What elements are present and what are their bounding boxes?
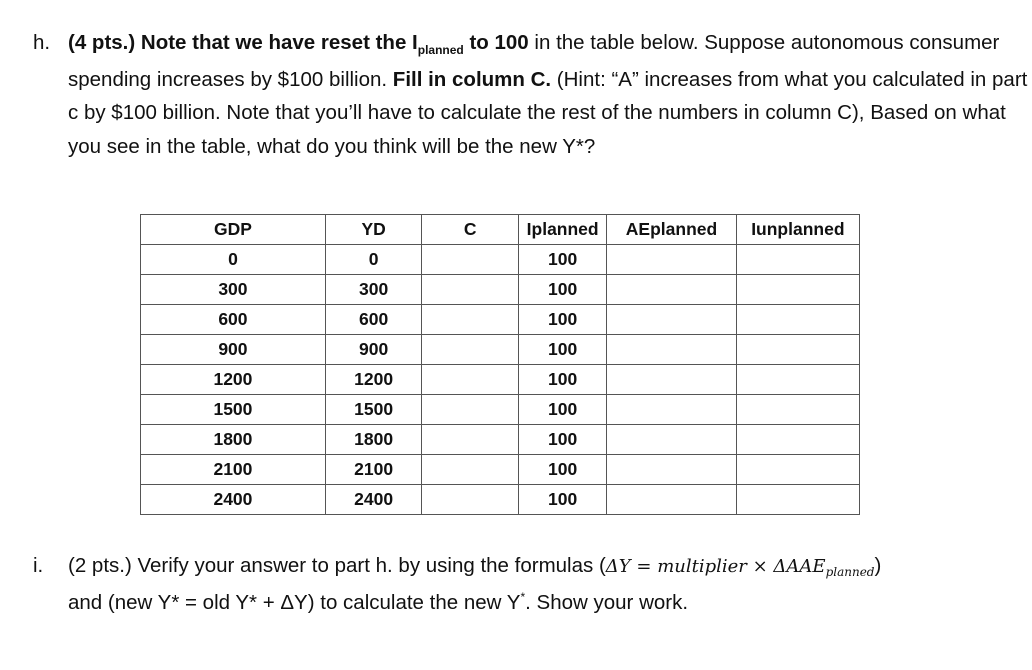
table-cell-gdp: 600 (141, 305, 326, 335)
question-h-text-2: (Hint: “A” increases from what you calculated in part c by $100 billion. Note that you’ll have to calculate the rest of the numbers in column C), Based on what you see in the table, what do you think will be the new Y*? (68, 67, 1028, 158)
table-row (141, 395, 860, 425)
table-cell-c (422, 455, 519, 485)
table-cell-yd: 1500 (325, 395, 422, 425)
table-cell-aeplanned (607, 365, 736, 395)
table-cell-gdp: 2100 (141, 455, 326, 485)
table-cell-gdp: 300 (141, 275, 326, 305)
question-h-text-1: in the table below. Suppose autonomous consumer spending increases by $100 billion. (68, 31, 1000, 91)
question-i-superscript: * (520, 589, 526, 604)
question-i-text-4: . Show your work. (525, 590, 689, 614)
table-cell-iunplanned (736, 455, 859, 485)
column-header-gdp: GDP (141, 215, 326, 245)
table-cell-iunplanned (736, 305, 859, 335)
table-cell-gdp: 0 (141, 245, 326, 275)
table-row (141, 425, 860, 455)
table-cell-aeplanned (607, 275, 736, 305)
table-cell-aeplanned (607, 485, 736, 515)
table-cell-aeplanned (607, 305, 736, 335)
table-cell-yd: 1800 (325, 425, 422, 455)
table-row (141, 455, 860, 485)
table-cell-iplanned: 100 (518, 245, 606, 275)
table-cell-iplanned: 100 (518, 305, 606, 335)
column-header-iunplanned: Iunplanned (736, 215, 859, 245)
table-cell-gdp: 1800 (141, 425, 326, 455)
table-cell-c (422, 395, 519, 425)
table-cell-iunplanned (736, 425, 859, 455)
column-header-c: C (422, 215, 519, 245)
table-cell-yd: 2400 (325, 485, 422, 515)
table-cell-yd: 300 (325, 275, 422, 305)
table-cell-yd: 600 (325, 305, 422, 335)
question-h-label: h. (33, 31, 51, 54)
table-cell-iunplanned (736, 395, 859, 425)
table-cell-iunplanned (736, 335, 859, 365)
question-h-points: (4 pts.) (68, 31, 136, 54)
table-row (141, 305, 860, 335)
question-h-bold-3: Fill in column C. (392, 67, 552, 91)
table-cell-aeplanned (607, 395, 736, 425)
table-cell-yd: 2100 (325, 455, 422, 485)
economics-table (140, 214, 860, 515)
table-cell-gdp: 900 (141, 335, 326, 365)
table-cell-iunplanned (736, 485, 859, 515)
question-h-text (68, 26, 1028, 163)
table-cell-iplanned: 100 (518, 395, 606, 425)
question-i-text-1: (2 pts.) Verify your answer to part h. by using the formulas ( (68, 554, 606, 577)
question-i (16, 549, 1028, 622)
table-row (141, 335, 860, 365)
table-cell-iunplanned (736, 275, 859, 305)
table-cell-iplanned: 100 (518, 275, 606, 305)
column-header-yd: YD (325, 215, 422, 245)
table-cell-iplanned: 100 (518, 485, 606, 515)
table-row (141, 365, 860, 395)
question-i-formula: ΔY = multiplier × ΔAAE (605, 556, 826, 577)
table-cell-iunplanned (736, 245, 859, 275)
table-cell-iplanned: 100 (518, 425, 606, 455)
table-cell-yd: 1200 (325, 365, 422, 395)
table-cell-iplanned: 100 (518, 335, 606, 365)
column-header-aeplanned: AEplanned (607, 215, 736, 245)
table-cell-c (422, 425, 519, 455)
column-header-iplanned: Iplanned (518, 215, 606, 245)
table-cell-iunplanned (736, 365, 859, 395)
question-h-subscript: planned (417, 43, 464, 57)
table-cell-c (422, 485, 519, 515)
table-cell-gdp: 1200 (141, 365, 326, 395)
table-cell-aeplanned (607, 245, 736, 275)
question-i-text-3: and (new Y* = old Y* + ΔY) to calculate the new Y (68, 590, 521, 614)
table-body (141, 245, 860, 515)
question-h-bold-1: Note that we have reset the I (140, 31, 418, 54)
question-i-label: i. (33, 554, 44, 577)
question-i-text (68, 549, 1028, 622)
question-h (16, 26, 1028, 163)
table-cell-iplanned: 100 (518, 455, 606, 485)
table-cell-yd: 0 (325, 245, 422, 275)
table-cell-aeplanned (607, 455, 736, 485)
table-cell-gdp: 2400 (141, 485, 326, 515)
table-cell-c (422, 275, 519, 305)
table-cell-c (422, 305, 519, 335)
table-cell-c (422, 245, 519, 275)
question-i-formula-subscript: planned (825, 565, 875, 579)
table-cell-yd: 900 (325, 335, 422, 365)
question-h-bold-2: to 100 (463, 31, 529, 54)
table-cell-aeplanned (607, 425, 736, 455)
table-row (141, 275, 860, 305)
table-cell-gdp: 1500 (141, 395, 326, 425)
table-cell-aeplanned (607, 335, 736, 365)
table-cell-c (422, 335, 519, 365)
table-header-row (141, 215, 860, 245)
table-row (141, 245, 860, 275)
table-cell-iplanned: 100 (518, 365, 606, 395)
table-row (141, 485, 860, 515)
table-cell-c (422, 365, 519, 395)
question-i-text-2: ) (874, 554, 882, 577)
